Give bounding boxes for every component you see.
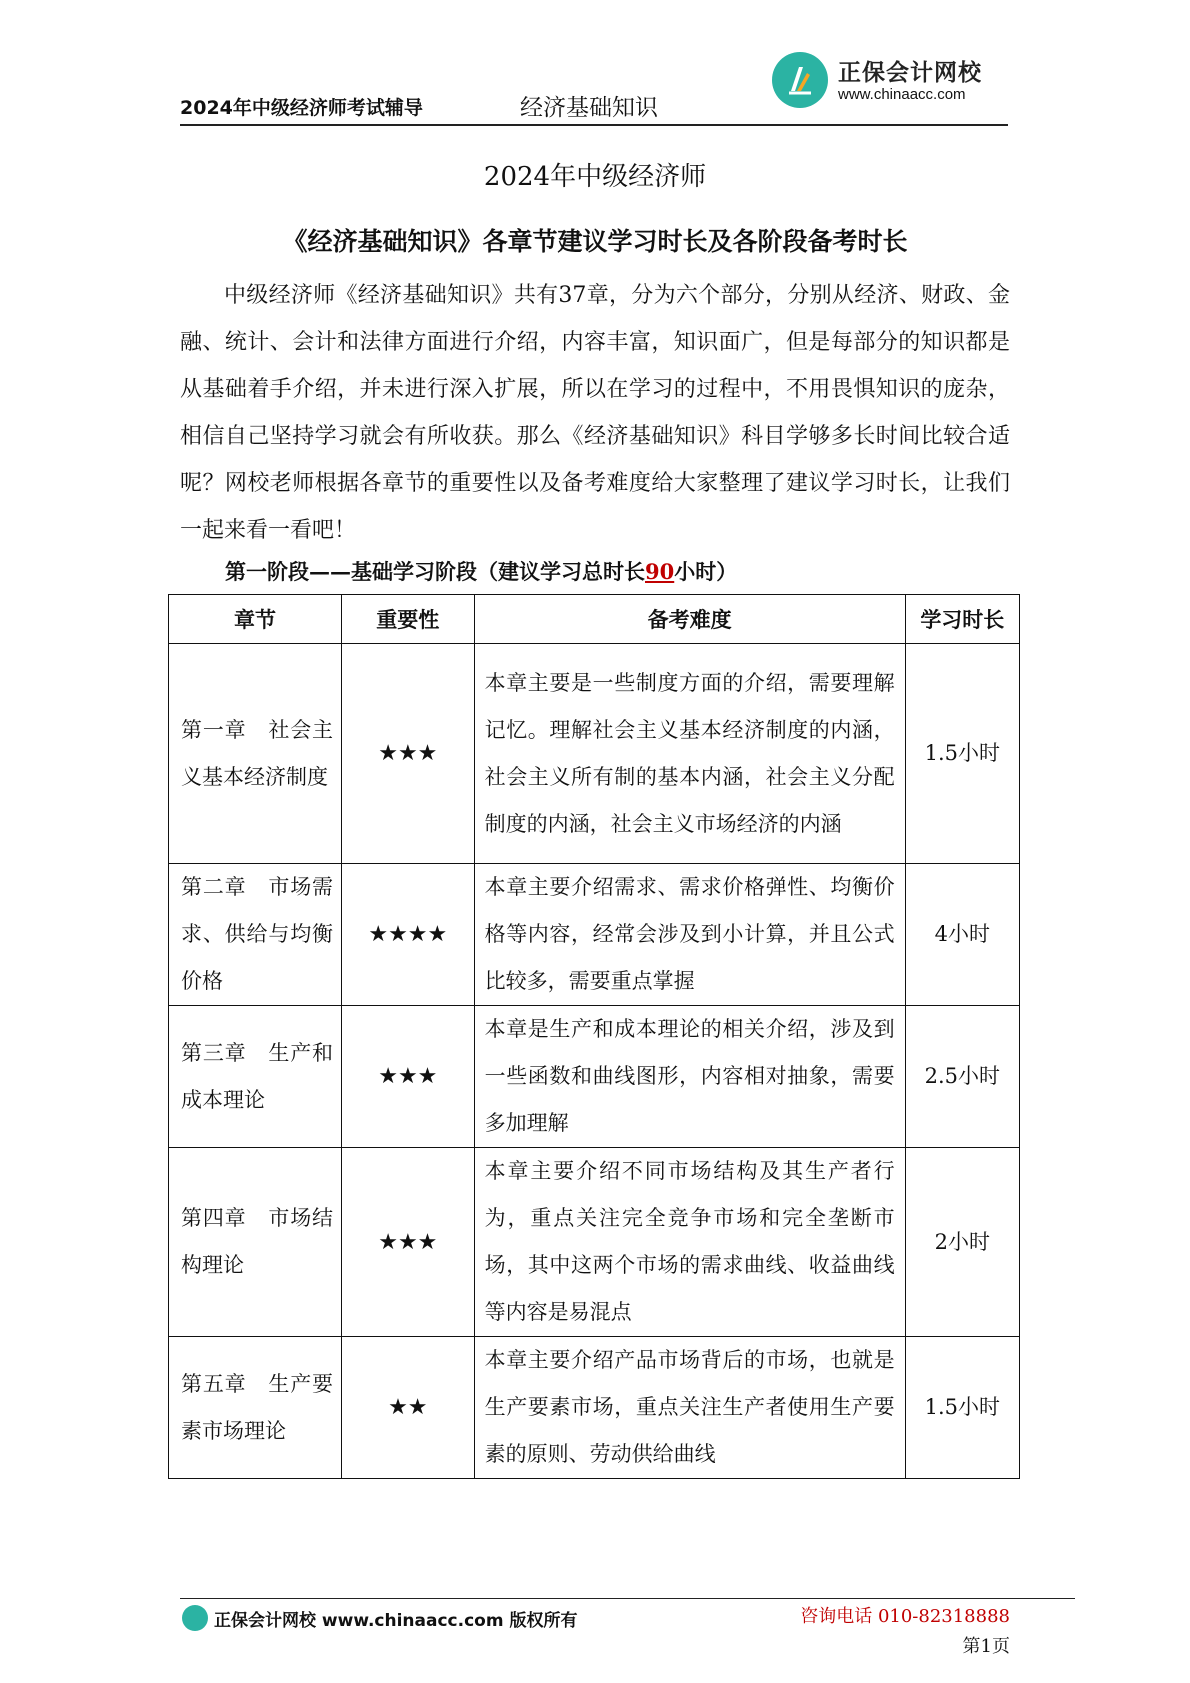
importance-stars: ★★★	[342, 644, 475, 864]
col-time: 学习时长	[905, 595, 1019, 644]
footer-phone: 咨询电话 010-82318888	[800, 1606, 1010, 1627]
time-cell: 4小时	[905, 864, 1019, 1006]
logo-name: 正保会计网校	[838, 60, 982, 86]
time-cell: 1.5小时	[905, 644, 1019, 864]
logo-url: www.chinaacc.com	[838, 86, 966, 103]
page-number: 第1页	[962, 1636, 1010, 1657]
difficulty-cell: 本章是生产和成本理论的相关介绍，涉及到一些函数和曲线图形，内容相对抽象，需要多加理解	[474, 1006, 905, 1148]
study-table	[168, 594, 1020, 1479]
section-prefix: 第一阶段——基础学习阶段（建议学习总时长	[225, 559, 645, 584]
chapter-cell: 第二章 市场需求、供给与均衡价格	[169, 864, 342, 1006]
table-row	[169, 1337, 1020, 1479]
col-importance: 重要性	[342, 595, 475, 644]
logo-icon	[772, 52, 828, 108]
importance-stars: ★★★	[342, 1148, 475, 1337]
doc-title: 2024年中级经济师	[483, 162, 707, 192]
section-heading	[225, 556, 737, 586]
section-suffix: 小时）	[674, 559, 738, 584]
table-row	[169, 1006, 1020, 1148]
difficulty-cell: 本章主要介绍不同市场结构及其生产者行为，重点关注完全竞争市场和完全垄断市场，其中这两个市场的需求曲线、收益曲线等内容是易混点	[474, 1148, 905, 1337]
footer-copyright: 正保会计网校 www.chinaacc.com 版权所有	[214, 1611, 578, 1631]
importance-stars: ★★★★	[342, 864, 475, 1006]
header-subject: 经济基础知识	[520, 95, 658, 121]
chapter-cell: 第一章 社会主义基本经济制度	[169, 644, 342, 864]
col-difficulty: 备考难度	[474, 595, 905, 644]
doc-subtitle: 《经济基础知识》各章节建议学习时长及各阶段备考时长	[282, 227, 908, 256]
footer-divider	[180, 1598, 1075, 1599]
table-row	[169, 644, 1020, 864]
table-row	[169, 864, 1020, 1006]
importance-stars: ★★★	[342, 1006, 475, 1148]
intro-paragraph: 中级经济师《经济基础知识》共有37章，分为六个部分，分别从经济、财政、金融、统计、会计和法律方面进行介绍，内容丰富，知识面广，但是每部分的知识都是从基础着手介绍，并未进行深入扩展，所以在学习的过程中，不用畏惧知识的庞杂，相信自己坚持学习就会有所收获。那么《经济基础知识》科目学够多长时间比较合适呢？网校老师根据各章节的重要性以及备考难度给大家整理了建议学习时长，让我们一起来看一看吧！	[180, 283, 1010, 543]
time-cell: 2.5小时	[905, 1006, 1019, 1148]
difficulty-cell: 本章主要介绍产品市场背后的市场，也就是生产要素市场，重点关注生产者使用生产要素的原则、劳动供给曲线	[474, 1337, 905, 1479]
difficulty-cell: 本章主要介绍需求、需求价格弹性、均衡价格等内容，经常会涉及到小计算，并且公式比较多，需要重点掌握	[474, 864, 905, 1006]
difficulty-cell: 本章主要是一些制度方面的介绍，需要理解记忆。理解社会主义基本经济制度的内涵，社会主义所有制的基本内涵，社会主义分配制度的内涵，社会主义市场经济的内涵	[474, 644, 905, 864]
section-hours: 90	[645, 559, 675, 584]
time-cell: 1.5小时	[905, 1337, 1019, 1479]
importance-stars: ★★	[342, 1337, 475, 1479]
chapter-cell: 第四章 市场结构理论	[169, 1148, 342, 1337]
table-row	[169, 1148, 1020, 1337]
header-divider	[180, 124, 1008, 126]
chapter-cell: 第三章 生产和成本理论	[169, 1006, 342, 1148]
footer-logo-icon	[182, 1605, 208, 1631]
table-header-row	[169, 595, 1020, 644]
chapter-cell: 第五章 生产要素市场理论	[169, 1337, 342, 1479]
time-cell: 2小时	[905, 1148, 1019, 1337]
brand-logo	[772, 52, 1002, 112]
page-header	[180, 40, 1008, 126]
col-chapter: 章节	[169, 595, 342, 644]
header-exam-title: 2024年中级经济师考试辅导	[180, 97, 423, 119]
